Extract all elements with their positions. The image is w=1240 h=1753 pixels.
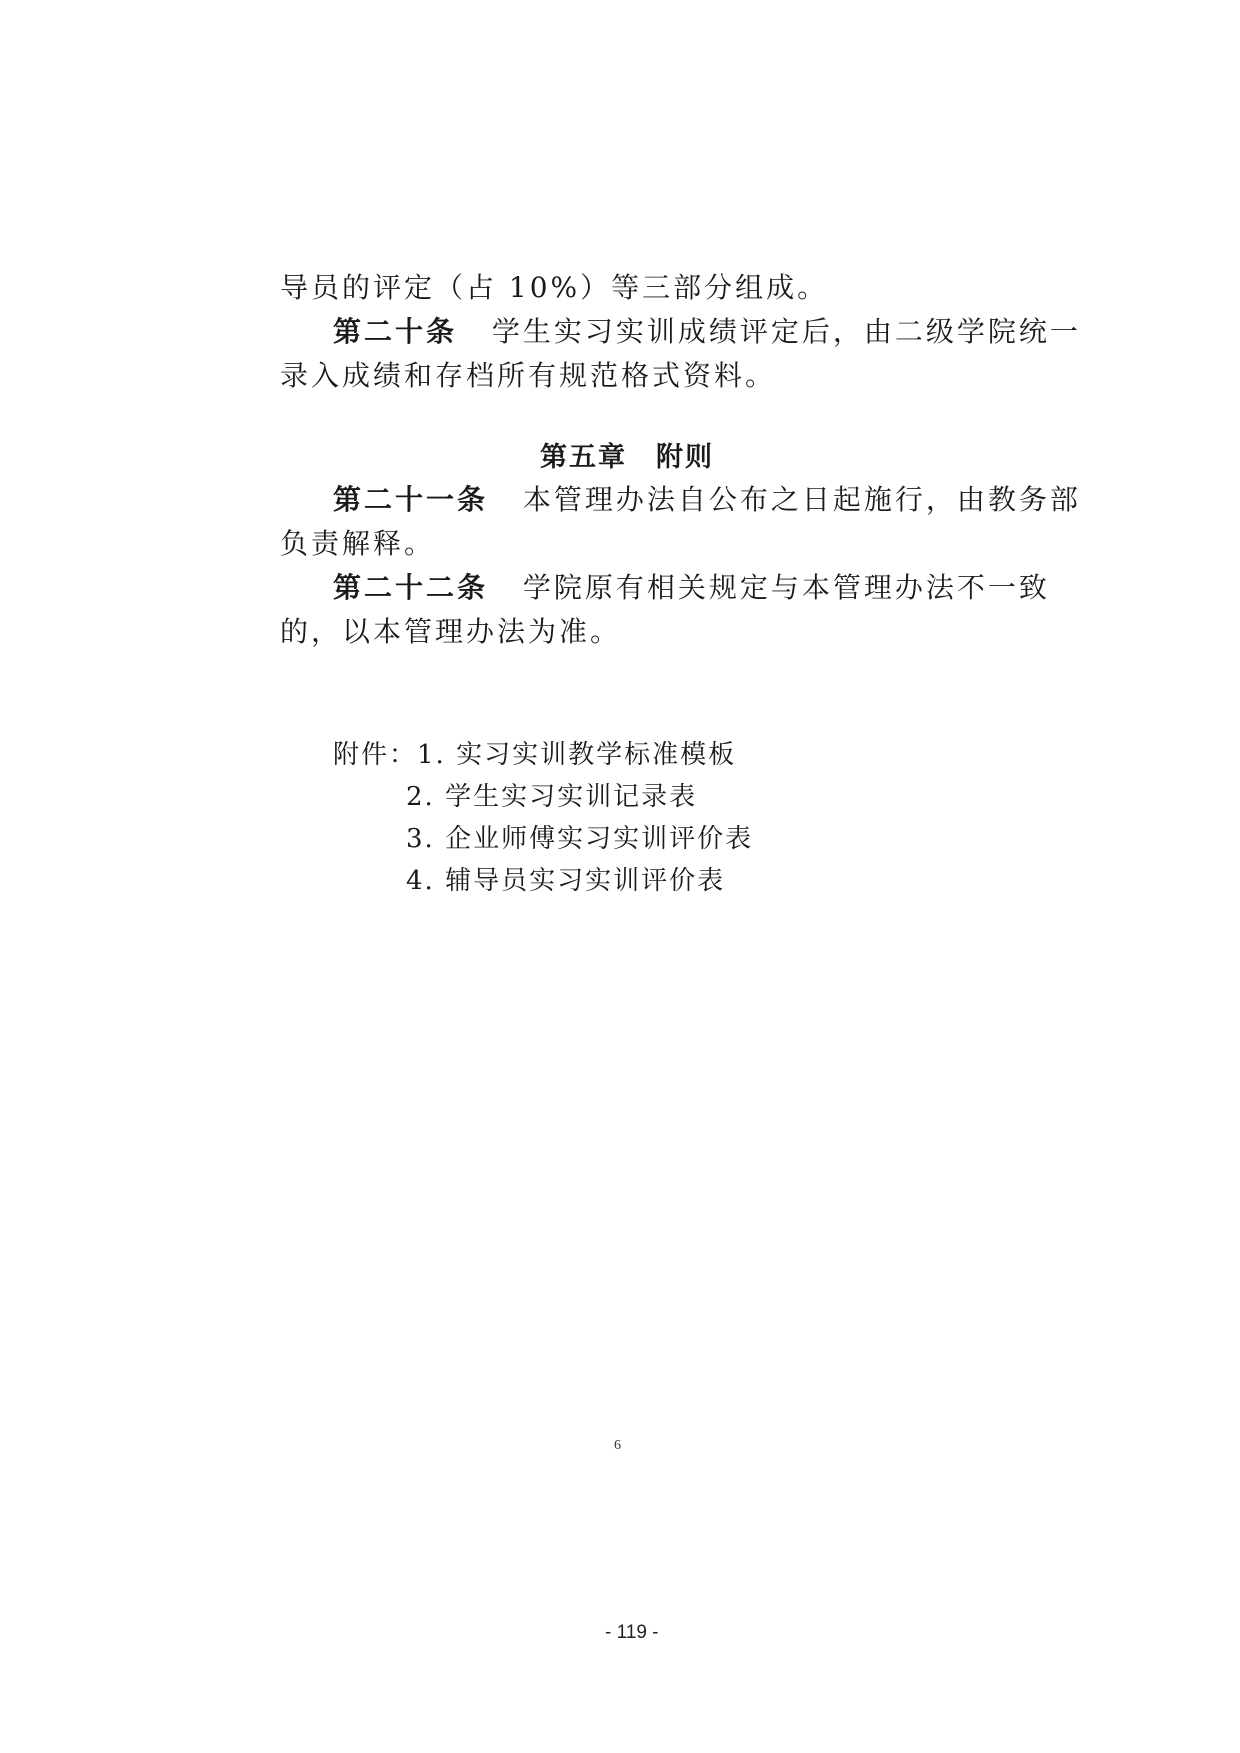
article-21-text: 本管理办法自公布之日起施行，由教务部	[522, 483, 1081, 516]
article-20-text: 学生实习实训成绩评定后，由二级学院统一	[491, 315, 1081, 348]
attachment-item-2: 2. 学生实习实训记录表	[406, 782, 698, 812]
article-20-text-cont: 录入成绩和存档所有规范格式资料。	[280, 359, 777, 392]
article-21	[333, 480, 1081, 520]
attachment-line-1	[333, 736, 736, 774]
chapter-5-title: 第五章 附则	[540, 442, 714, 473]
attachment-item-1: 1. 实习实训教学标准模板	[417, 740, 737, 770]
article-21-text-cont: 负责解释。	[280, 527, 436, 560]
article-21-heading: 第二十一条	[333, 483, 489, 516]
article-22-heading: 第二十二条	[333, 571, 489, 604]
attachment-prefix: 附件：	[333, 740, 418, 770]
attachment-item-3: 3. 企业师傅实习实训评价表	[406, 824, 754, 854]
attachment-item-4: 4. 辅导员实习实训评价表	[406, 866, 726, 896]
paragraph-continuation: 导员的评定（占 10%）等三部分组成。	[280, 271, 829, 304]
outer-page-number: - 119 -	[605, 1622, 659, 1643]
article-20-heading: 第二十条	[333, 315, 458, 348]
article-20	[333, 312, 1081, 352]
article-22	[333, 568, 1050, 608]
inner-page-number: 6	[614, 1438, 621, 1453]
article-22-text: 学院原有相关规定与本管理办法不一致	[522, 571, 1050, 604]
article-22-text-cont: 的，以本管理办法为准。	[280, 615, 622, 648]
